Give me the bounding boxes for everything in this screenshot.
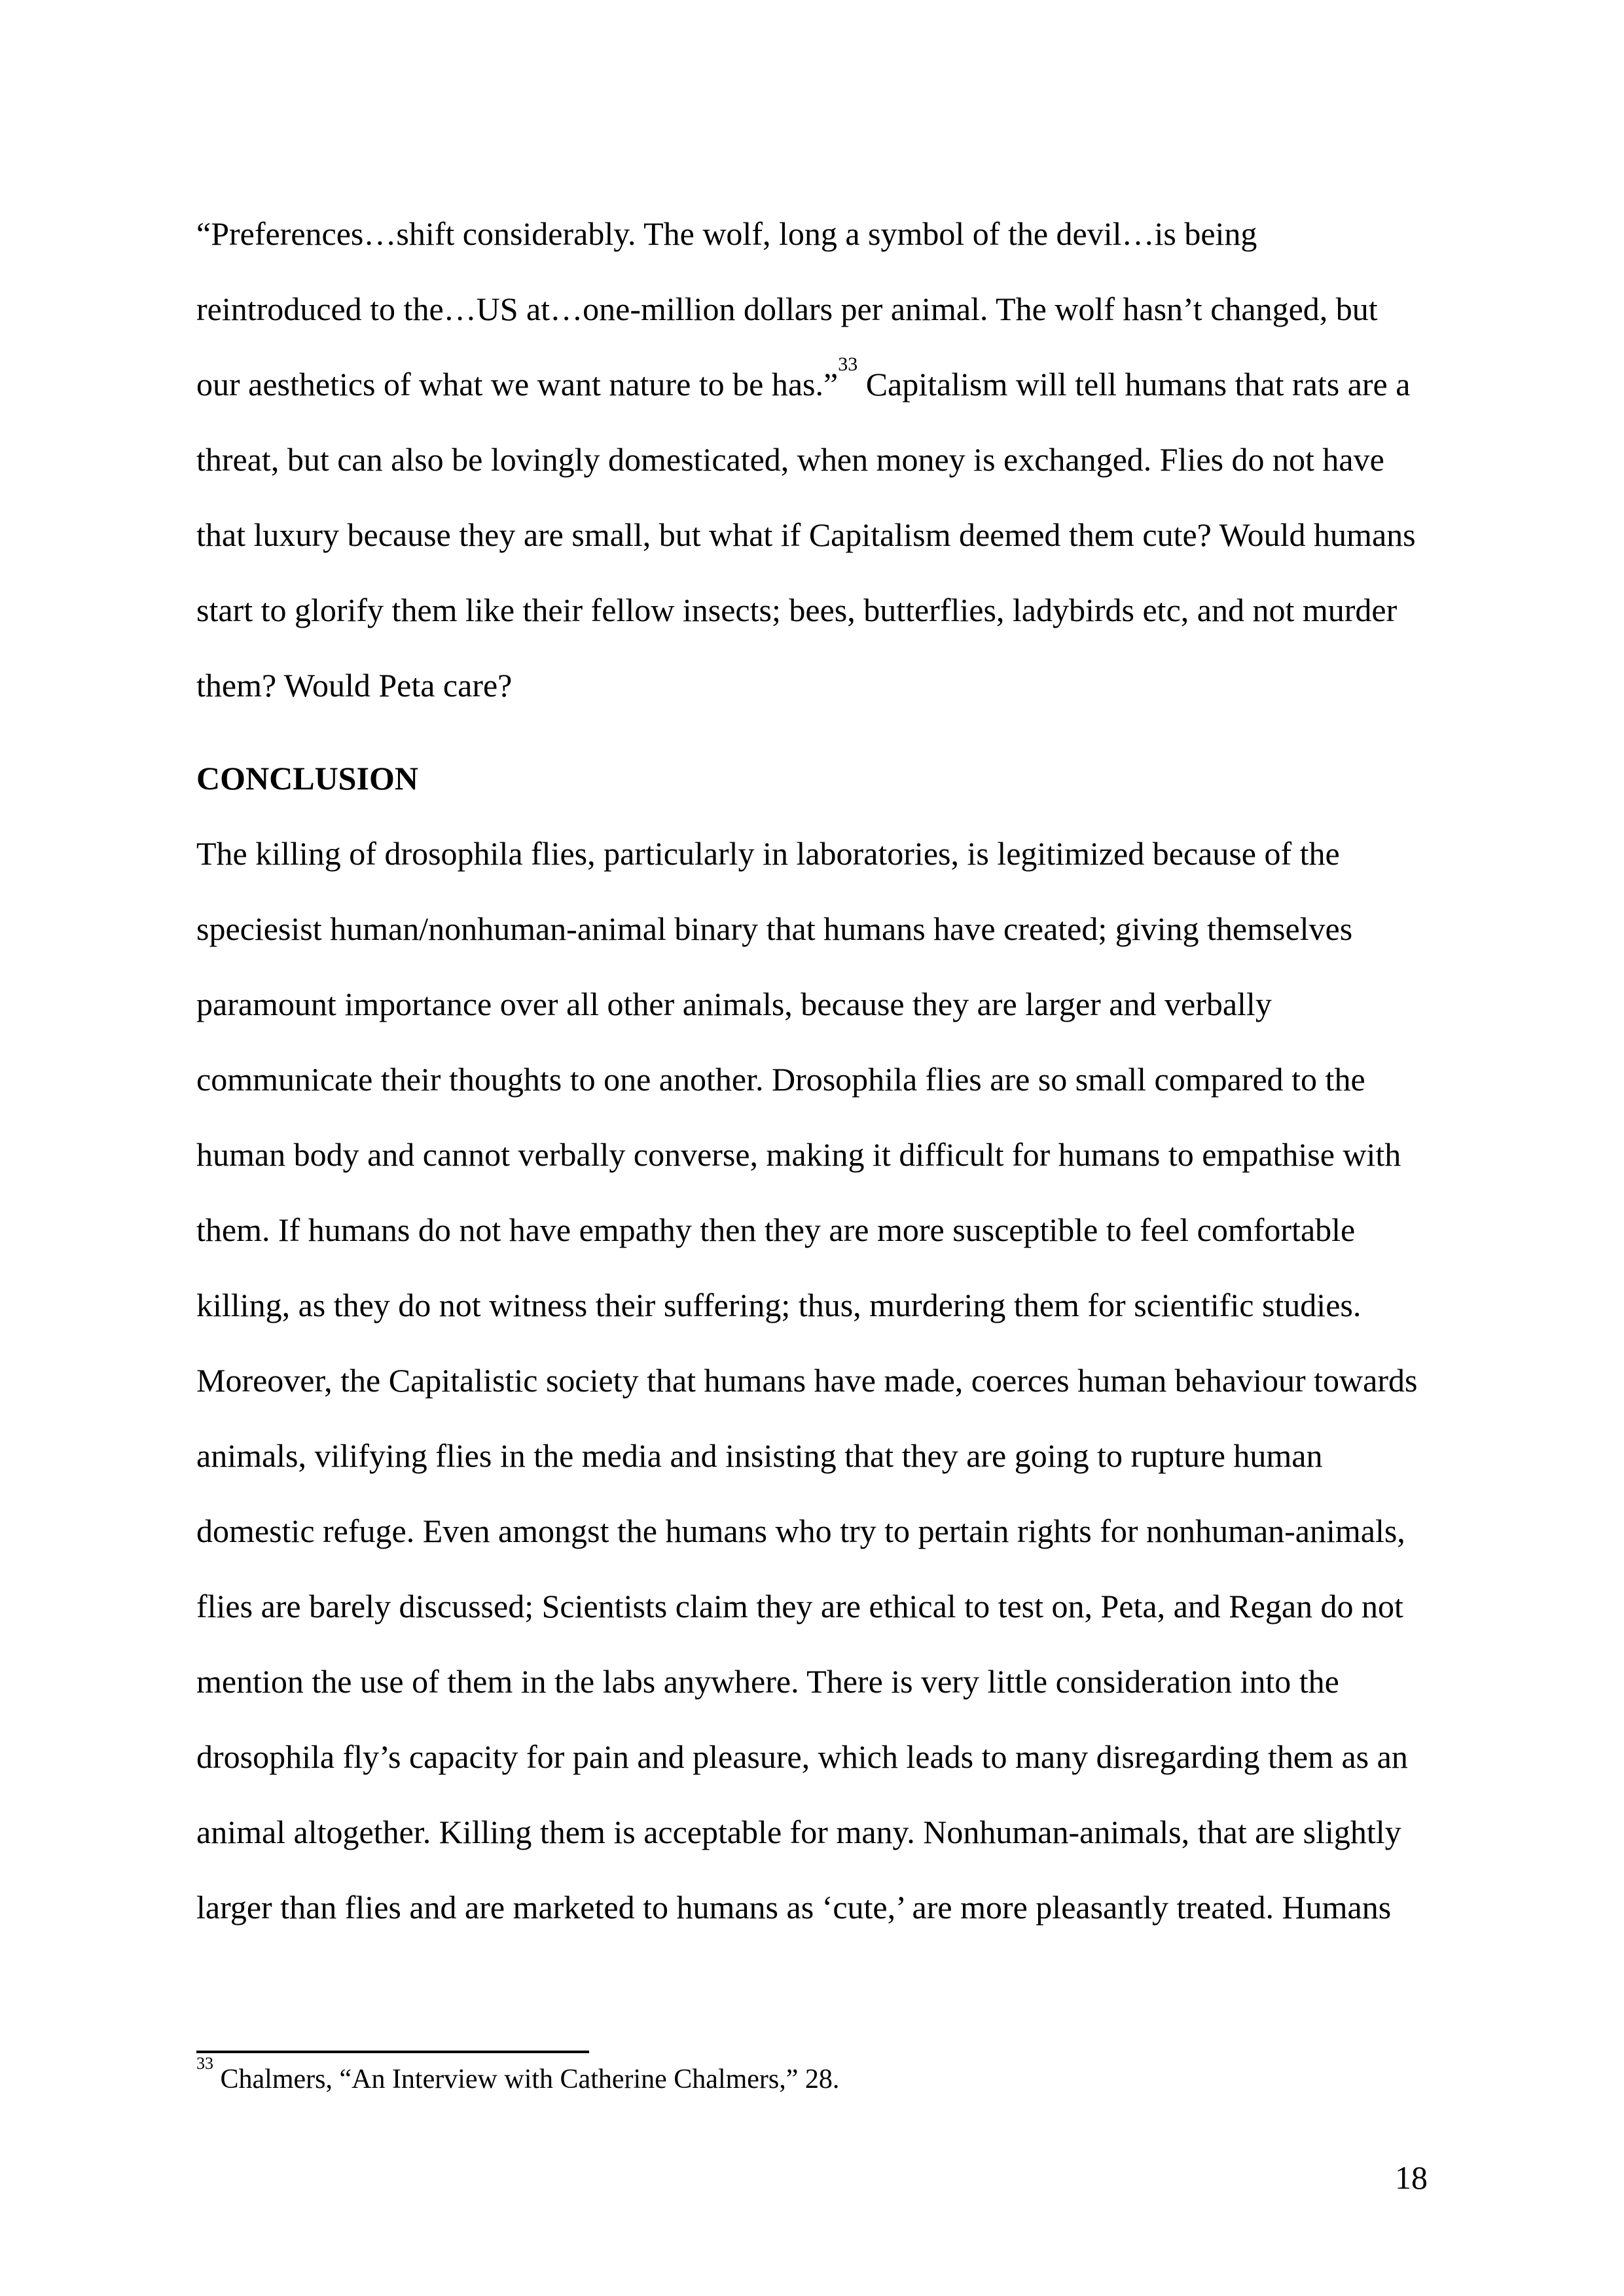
- text-line: reintroduced to the…US at…one-million dollars per animal. The wolf hasn’t changed, but: [196, 291, 1378, 327]
- footnote-number: 33: [196, 2054, 213, 2073]
- text-line: “Preferences…shift considerably. The wolf, long a symbol of the devil…is being: [196, 215, 1257, 252]
- footnote-reference-marker: 33: [838, 353, 858, 376]
- conclusion-heading: CONCLUSION: [196, 760, 418, 797]
- text-line: The killing of drosophila flies, particularly in laboratories, is legitimized because of the: [196, 835, 1340, 872]
- text-line: speciesist human/nonhuman-animal binary that humans have created; giving themselves: [196, 910, 1353, 947]
- page-body: [196, 196, 1428, 1945]
- text-line: domestic refuge. Even amongst the humans who try to pertain rights for nonhuman-animals,: [196, 1513, 1405, 1549]
- page-number: 18: [1395, 2159, 1428, 2196]
- footnote-separator-rule: [196, 2051, 589, 2053]
- footnote-text: Chalmers, “An Interview with Catherine Chalmers,” 28.: [213, 2064, 840, 2094]
- text-segment: Capitalism will tell humans that rats are a: [857, 366, 1411, 403]
- text-line: start to glorify them like their fellow insects; bees, butterflies, ladybirds etc, and not murder: [196, 592, 1398, 628]
- footnote-area: [196, 2051, 1428, 2096]
- text-line: animal altogether. Killing them is acceptable for many. Nonhuman-animals, that are slightly: [196, 1814, 1401, 1850]
- text-line: mention the use of them in the labs anywhere. There is very little consideration into the: [196, 1663, 1339, 1700]
- text-line: that luxury because they are small, but what if Capitalism deemed them cute? Would humans: [196, 516, 1416, 553]
- text-line: them? Would Peta care?: [196, 667, 513, 704]
- text-line: threat, but can also be lovingly domesticated, when money is exchanged. Flies do not have: [196, 441, 1384, 478]
- conclusion-paragraph: [196, 816, 1428, 1945]
- text-line: paramount importance over all other animals, because they are larger and verbally: [196, 986, 1272, 1022]
- text-line: communicate their thoughts to one another. Drosophila flies are so small compared to the: [196, 1061, 1365, 1098]
- footnote-33: [196, 2054, 1428, 2096]
- text-line: animals, vilifying flies in the media and insisting that they are going to rupture human: [196, 1437, 1323, 1474]
- text-line: larger than flies and are marketed to humans as ‘cute,’ are more pleasantly treated. Humans: [196, 1889, 1392, 1926]
- text-line: Moreover, the Capitalistic society that humans have made, coerces human behaviour towards: [196, 1362, 1418, 1399]
- text-line: drosophila fly’s capacity for pain and pleasure, which leads to many disregarding them as an: [196, 1738, 1408, 1775]
- text-line: human body and cannot verbally converse, making it difficult for humans to empathise with: [196, 1136, 1401, 1173]
- quote-paragraph: [196, 196, 1428, 723]
- text-segment: our aesthetics of what we want nature to be has.”: [196, 366, 839, 403]
- text-line: killing, as they do not witness their suffering; thus, murdering them for scientific studies.: [196, 1287, 1362, 1323]
- text-line-with-footnote-ref: [196, 347, 1428, 422]
- text-line: flies are barely discussed; Scientists claim they are ethical to test on, Peta, and Regan do not: [196, 1588, 1403, 1624]
- text-line: them. If humans do not have empathy then they are more susceptible to feel comfortable: [196, 1211, 1356, 1248]
